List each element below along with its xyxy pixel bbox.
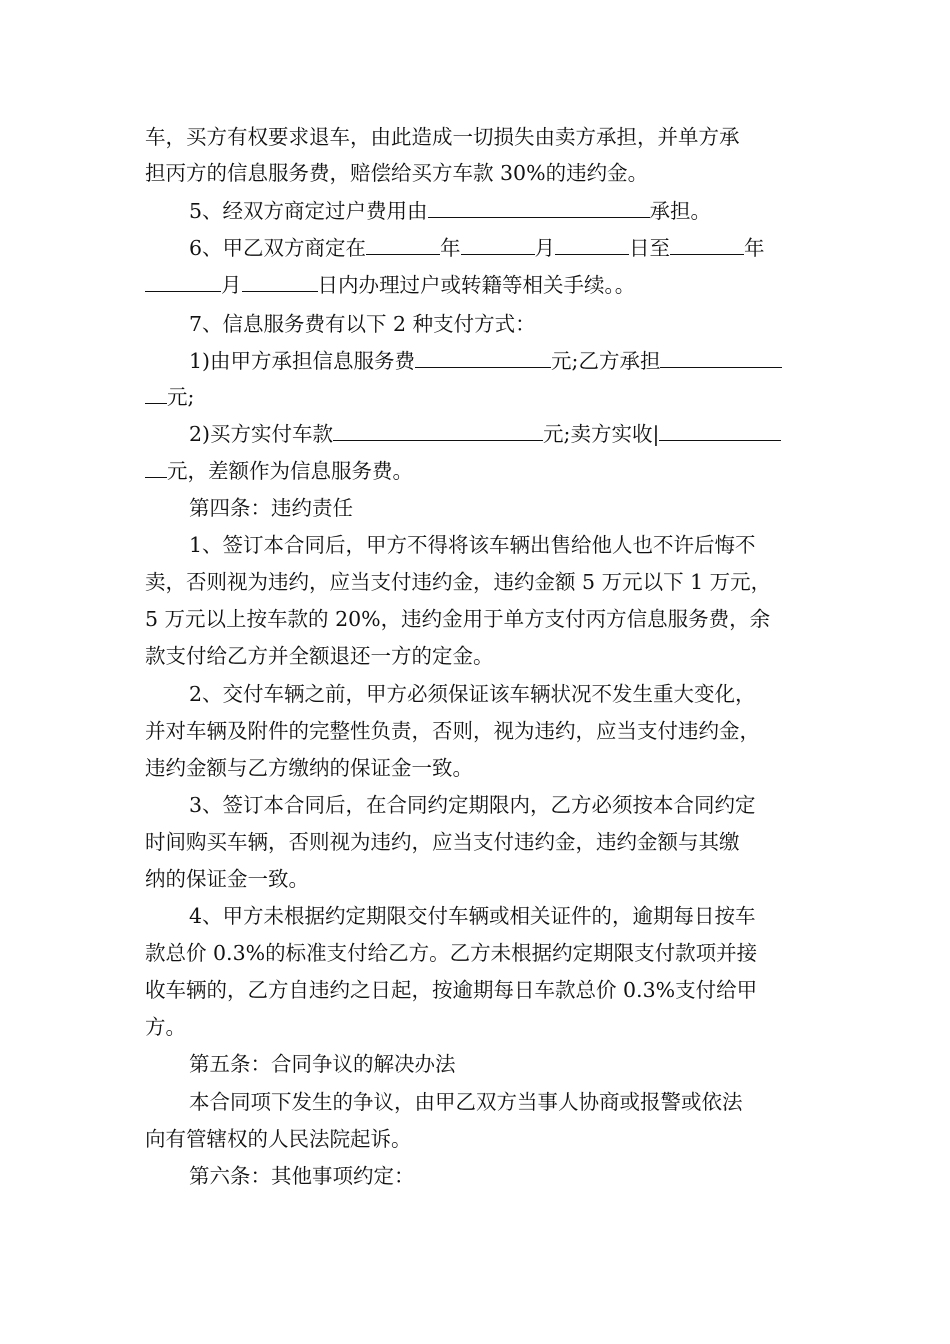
text-line bbox=[145, 569, 810, 595]
text-line bbox=[189, 421, 810, 447]
text-span: 方。 bbox=[145, 1015, 186, 1039]
text-span: 2、交付车辆之前，甲方必须保证该车辆状况不发生重大变化， bbox=[189, 682, 756, 706]
text-span: 年 bbox=[744, 236, 765, 260]
text-span: 承担。 bbox=[649, 199, 712, 223]
blank-field bbox=[415, 349, 551, 368]
text-span: 元，差额作为信息服务费。 bbox=[167, 459, 413, 483]
text-span: 车，买方有权要求退车，由此造成一切损失由卖方承担，并单方承 bbox=[145, 125, 740, 149]
text-span: 并对车辆及附件的完整性负责，否则，视为违约，应当支付违约金， bbox=[145, 719, 760, 743]
text-line bbox=[145, 866, 810, 892]
text-span: 违约金额与乙方缴纳的保证金一致。 bbox=[145, 756, 473, 780]
text-span: 月 bbox=[534, 236, 556, 260]
section-heading bbox=[189, 1163, 810, 1189]
text-span: 纳的保证金一致。 bbox=[145, 867, 309, 891]
text-span: 时间购买车辆，否则视为违约，应当支付违约金，违约金额与其缴 bbox=[145, 830, 740, 854]
text-line bbox=[145, 718, 810, 744]
text-line bbox=[189, 348, 810, 374]
text-span: 元;卖方实收| bbox=[543, 422, 660, 446]
text-line bbox=[145, 272, 810, 298]
section-heading bbox=[189, 1051, 810, 1077]
text-line bbox=[145, 458, 810, 484]
text-span: 担丙方的信息服务费，赔偿给买方车款 30%的违约金。 bbox=[145, 161, 649, 185]
text-line bbox=[145, 1014, 810, 1040]
text-line bbox=[189, 903, 810, 929]
section-heading bbox=[189, 495, 810, 521]
text-span: 向有管辖权的人民法院起诉。 bbox=[145, 1127, 412, 1151]
text-line bbox=[189, 1089, 810, 1115]
blank-field bbox=[461, 236, 535, 255]
text-span: 5 万元以上按车款的 20%，违约金用于单方支付丙方信息服务费，余 bbox=[145, 607, 771, 631]
blank-field bbox=[333, 422, 543, 441]
text-line bbox=[145, 643, 810, 669]
text-span: 卖，否则视为违约，应当支付违约金，违约金额 5 万元以下 1 万元， bbox=[145, 570, 772, 594]
text-span: 日内办理过户或转籍等相关手续。。 bbox=[317, 273, 636, 297]
text-span: 元;乙方承担 bbox=[551, 349, 661, 373]
text-line bbox=[145, 606, 810, 632]
text-span: 1、签订本合同后，甲方不得将该车辆出售给他人也不许后悔不 bbox=[189, 533, 756, 557]
text-line bbox=[189, 532, 810, 558]
text-span: 7、信息服务费有以下 2 种支付方式： bbox=[189, 312, 536, 336]
text-line bbox=[145, 384, 810, 410]
text-line bbox=[189, 198, 810, 224]
blank-field bbox=[242, 273, 318, 292]
blank-field bbox=[659, 422, 781, 441]
text-span: 元; bbox=[167, 385, 195, 409]
text-line bbox=[189, 311, 810, 337]
blank-field bbox=[670, 236, 744, 255]
text-line bbox=[189, 792, 810, 818]
blank-field bbox=[145, 459, 167, 478]
blank-field bbox=[555, 236, 629, 255]
text-line bbox=[145, 1126, 810, 1152]
text-line bbox=[145, 160, 810, 186]
text-line bbox=[145, 977, 810, 1003]
text-span: 3、签订本合同后，在合同约定期限内，乙方必须按本合同约定 bbox=[189, 793, 756, 817]
blank-field bbox=[145, 385, 167, 404]
text-span: 第五条：合同争议的解决办法 bbox=[189, 1052, 456, 1076]
text-span: 第四条：违约责任 bbox=[189, 496, 353, 520]
text-span: 1)由甲方承担信息服务费 bbox=[189, 349, 416, 373]
text-span: 6、甲乙双方商定在 bbox=[189, 236, 367, 260]
blank-field bbox=[366, 236, 440, 255]
text-line bbox=[189, 235, 810, 261]
text-span: 年 bbox=[440, 236, 461, 260]
text-line bbox=[145, 829, 810, 855]
text-span: 款总价 0.3%的标准支付给乙方。乙方未根据约定期限支付款项并接 bbox=[145, 941, 758, 965]
text-span: 5、经双方商定过户费用由 bbox=[189, 199, 428, 223]
text-line bbox=[189, 681, 810, 707]
text-span: 日至 bbox=[629, 236, 671, 260]
blank-field bbox=[145, 273, 221, 292]
text-span: 收车辆的，乙方自违约之日起，按逾期每日车款总价 0.3%支付给甲 bbox=[145, 978, 758, 1002]
text-span: 2)买方实付车款 bbox=[189, 422, 334, 446]
text-span: 4、甲方未根据约定期限交付车辆或相关证件的，逾期每日按车 bbox=[189, 904, 756, 928]
text-span: 第六条：其他事项约定： bbox=[189, 1164, 415, 1188]
text-span: 款支付给乙方并全额退还一方的定金。 bbox=[145, 644, 494, 668]
text-line bbox=[145, 755, 810, 781]
text-span: 本合同项下发生的争议，由甲乙双方当事人协商或报警或依法 bbox=[189, 1090, 743, 1114]
text-line bbox=[145, 940, 810, 966]
blank-field bbox=[428, 199, 650, 218]
text-line bbox=[145, 124, 810, 150]
blank-field bbox=[660, 349, 782, 368]
text-span: 月 bbox=[221, 273, 242, 297]
